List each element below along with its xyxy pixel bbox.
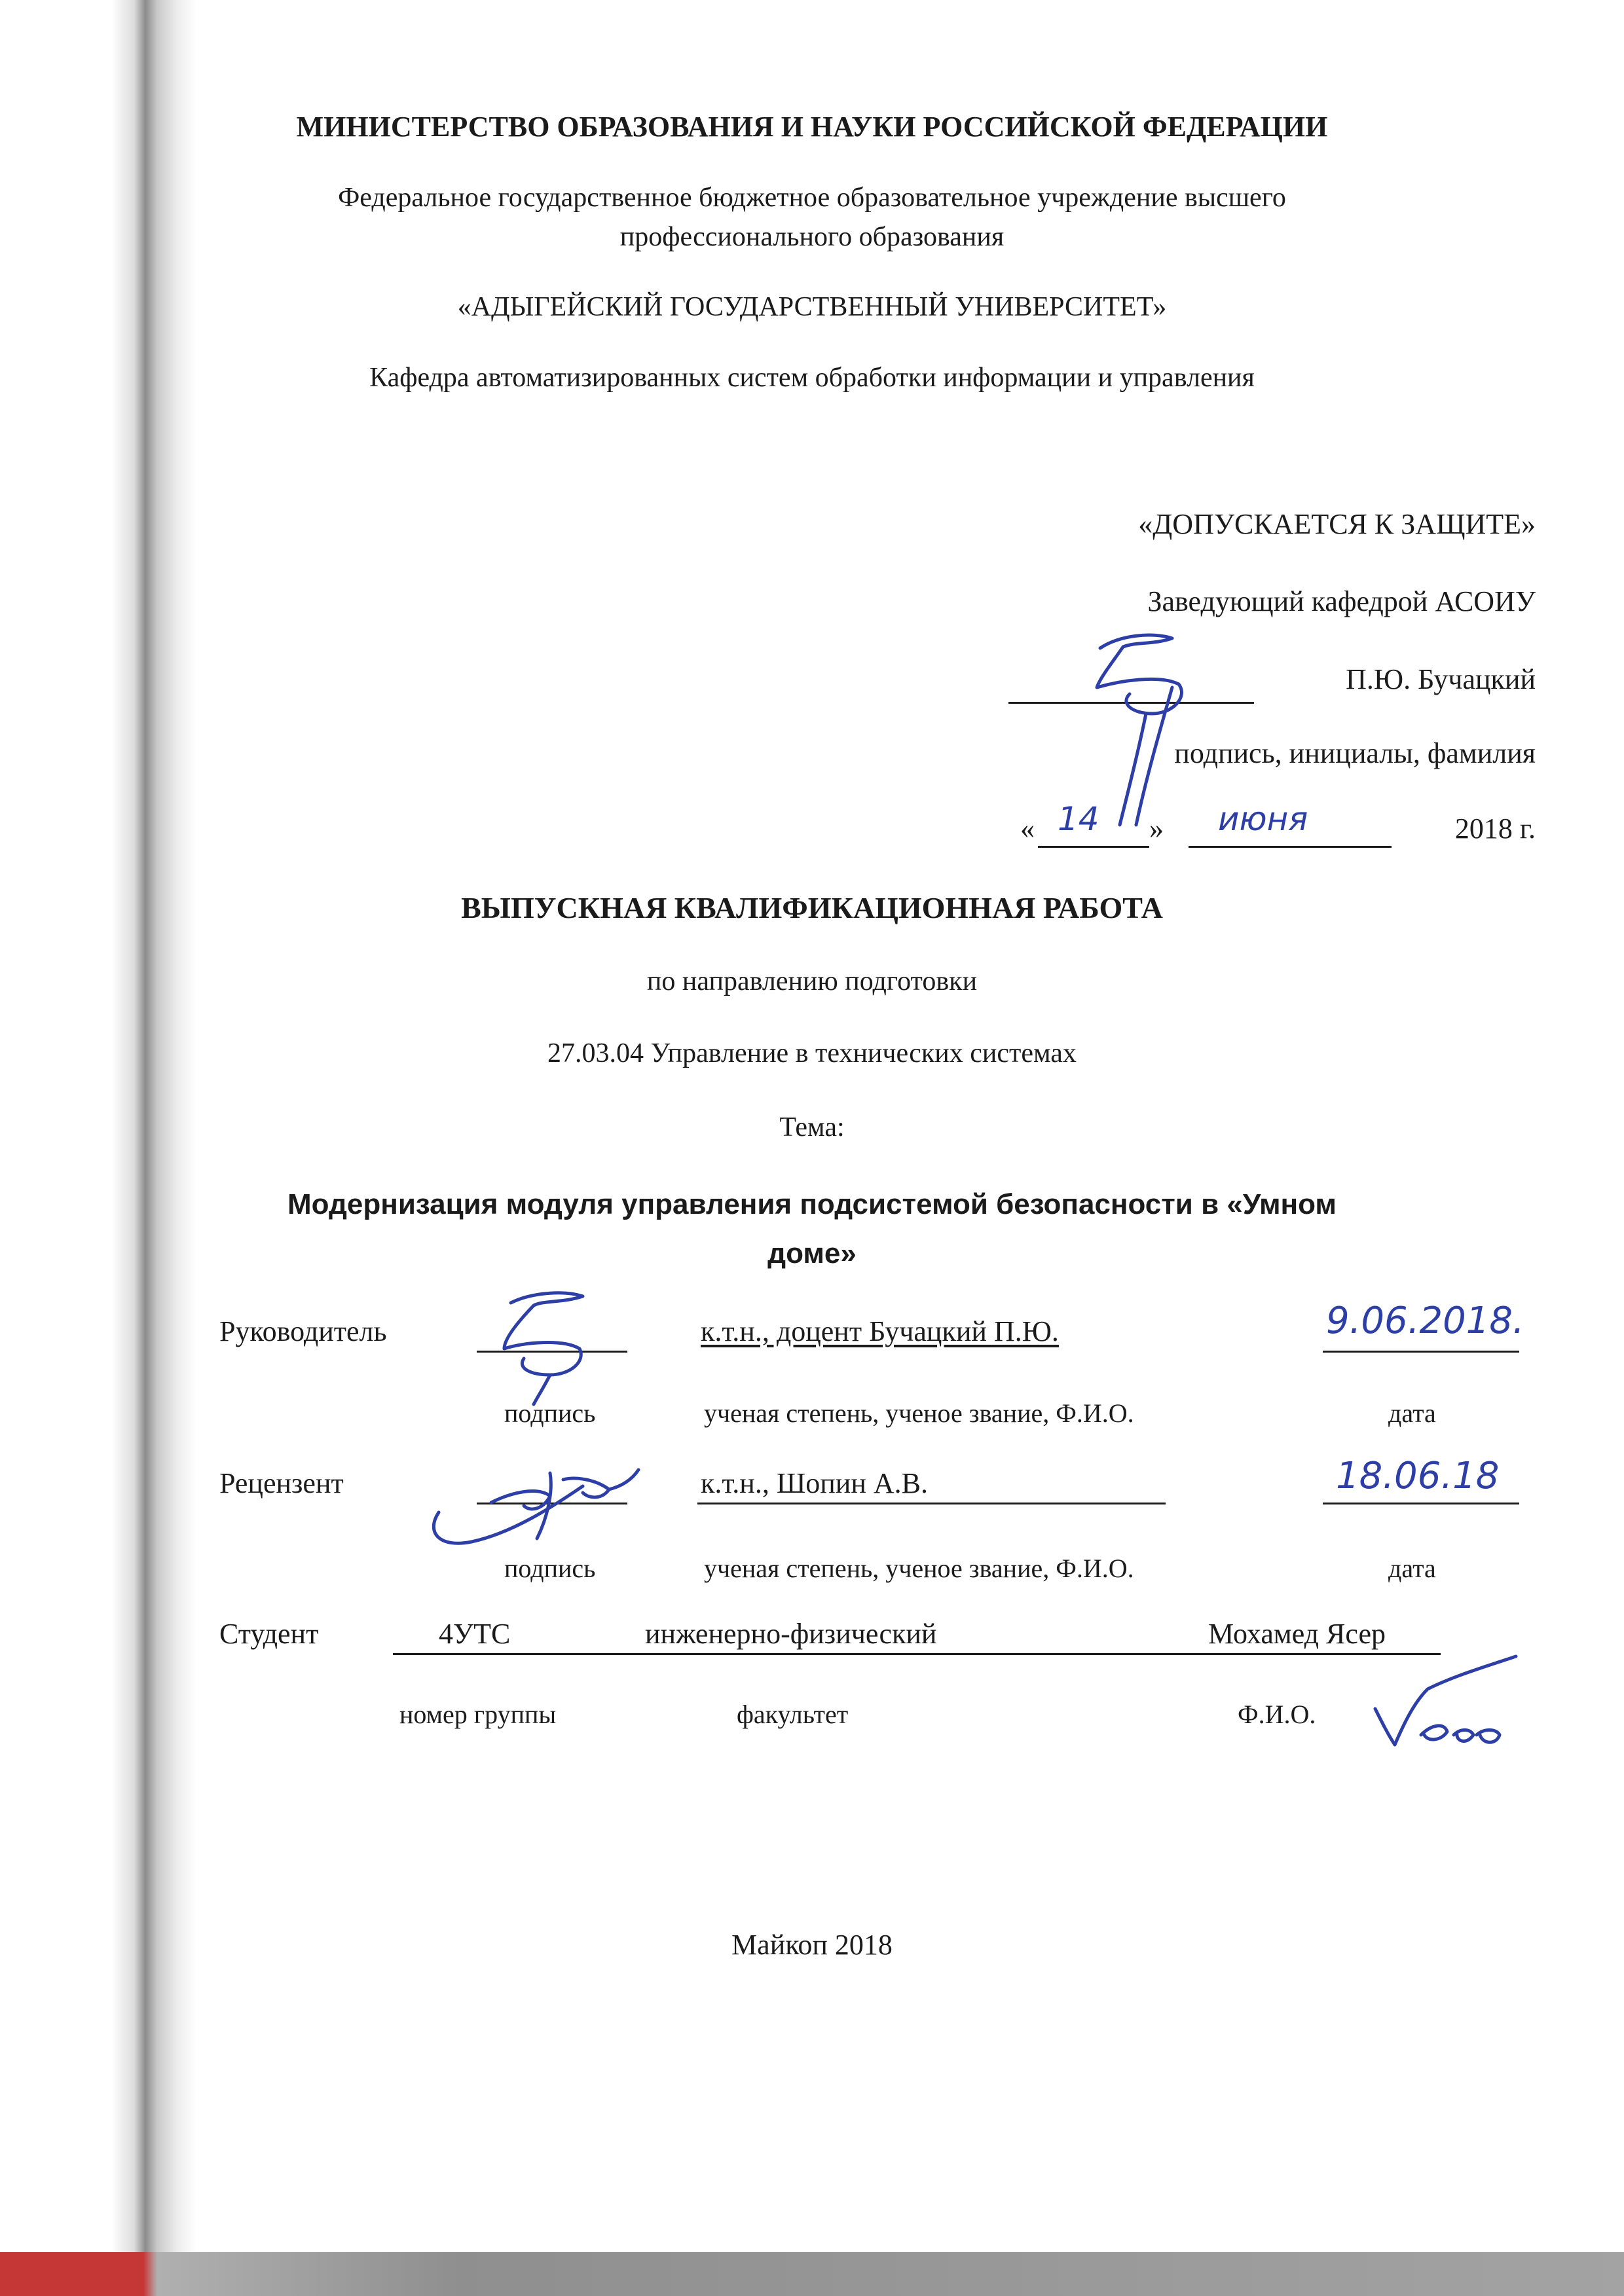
- direction-code: 27.03.04 Управление в технических системах: [547, 1038, 1077, 1068]
- topic-label: Тема:: [779, 1112, 845, 1142]
- department-name: Кафедра автоматизированных систем обработки информации и управления: [369, 363, 1255, 393]
- date-month-line: [1189, 846, 1392, 848]
- reviewer-caption-signature: подпись: [504, 1554, 596, 1583]
- university-name: «АДЫГЕЙСКИЙ ГОСУДАРСТВЕННЫЙ УНИВЕРСИТЕТ»: [457, 292, 1167, 322]
- supervisor-date-handwritten: 9.06.2018.: [1326, 1300, 1524, 1342]
- direction-label: по направлению подготовки: [646, 966, 978, 996]
- supervisor-label: Руководитель: [219, 1315, 387, 1347]
- student-caption-group: номер группы: [399, 1700, 557, 1729]
- student-group: 4УТС: [439, 1618, 511, 1650]
- institution-line-2: профессионального образования: [619, 222, 1005, 252]
- institution-line-1: Федеральное государственное бюджетное образовательное учреждение высшего: [338, 183, 1286, 213]
- reviewer-caption-date: дата: [1388, 1554, 1436, 1583]
- supervisor-signature: [471, 1277, 622, 1408]
- supervisor-caption-signature: подпись: [504, 1398, 596, 1428]
- student-caption-name: Ф.И.О.: [1238, 1700, 1316, 1729]
- scan-bottom-edge: [0, 2252, 1624, 2296]
- ministry-heading: МИНИСТЕРСТВО ОБРАЗОВАНИЯ И НАУКИ РОССИЙСКОЙ ФЕДЕРАЦИИ: [296, 111, 1328, 143]
- reviewer-date-line: [1323, 1503, 1519, 1504]
- date-day-line: [1038, 846, 1149, 848]
- scan-bottom-cover: [0, 2252, 144, 2296]
- city-year: Майкоп 2018: [731, 1929, 893, 1961]
- date-day-handwritten: 14: [1058, 800, 1099, 838]
- date-close-quote: »: [1149, 812, 1164, 845]
- supervisor-caption-degree: ученая степень, ученое звание, Ф.И.О.: [704, 1398, 1134, 1428]
- student-signature: [1356, 1637, 1526, 1768]
- head-of-department-title: Заведующий кафедрой АСОИУ: [1147, 585, 1536, 617]
- student-caption-faculty: факультет: [737, 1700, 849, 1729]
- work-type-title: ВЫПУСКНАЯ КВАЛИФИКАЦИОННАЯ РАБОТА: [461, 891, 1163, 924]
- topic-line-1: Модернизация модуля управления подсистемой безопасности в «Умном: [287, 1188, 1337, 1220]
- supervisor-caption-date: дата: [1388, 1398, 1436, 1428]
- student-faculty: инженерно-физический: [645, 1618, 937, 1650]
- date-year: 2018 г.: [1454, 812, 1536, 845]
- admitted-to-defense: «ДОПУСКАЕТСЯ К ЗАЩИТЕ»: [1138, 508, 1536, 540]
- reviewer-caption-degree: ученая степень, ученое звание, Ф.И.О.: [704, 1554, 1134, 1583]
- date-month-handwritten: июня: [1218, 800, 1308, 838]
- head-signature: [1074, 615, 1205, 831]
- reviewer-name-line: [697, 1503, 1166, 1504]
- topic-line-2: доме»: [767, 1237, 857, 1269]
- student-info-line: [393, 1653, 1441, 1655]
- supervisor-date-line: [1323, 1351, 1519, 1353]
- date-open-quote: «: [1020, 812, 1035, 845]
- student-label: Студент: [219, 1618, 319, 1650]
- reviewer-date-handwritten: 18.06.18: [1336, 1455, 1500, 1497]
- signature-caption: подпись, инициалы, фамилия: [1174, 737, 1536, 769]
- reviewer-name: к.т.н., Шопин А.В.: [701, 1467, 928, 1499]
- reviewer-signature: [413, 1434, 648, 1565]
- student-name: Мохамед Ясер: [1208, 1618, 1386, 1650]
- supervisor-name: к.т.н., доцент Бучацкий П.Ю.: [701, 1315, 1059, 1347]
- head-name: П.Ю. Бучацкий: [1346, 663, 1536, 695]
- reviewer-label: Рецензент: [219, 1467, 344, 1499]
